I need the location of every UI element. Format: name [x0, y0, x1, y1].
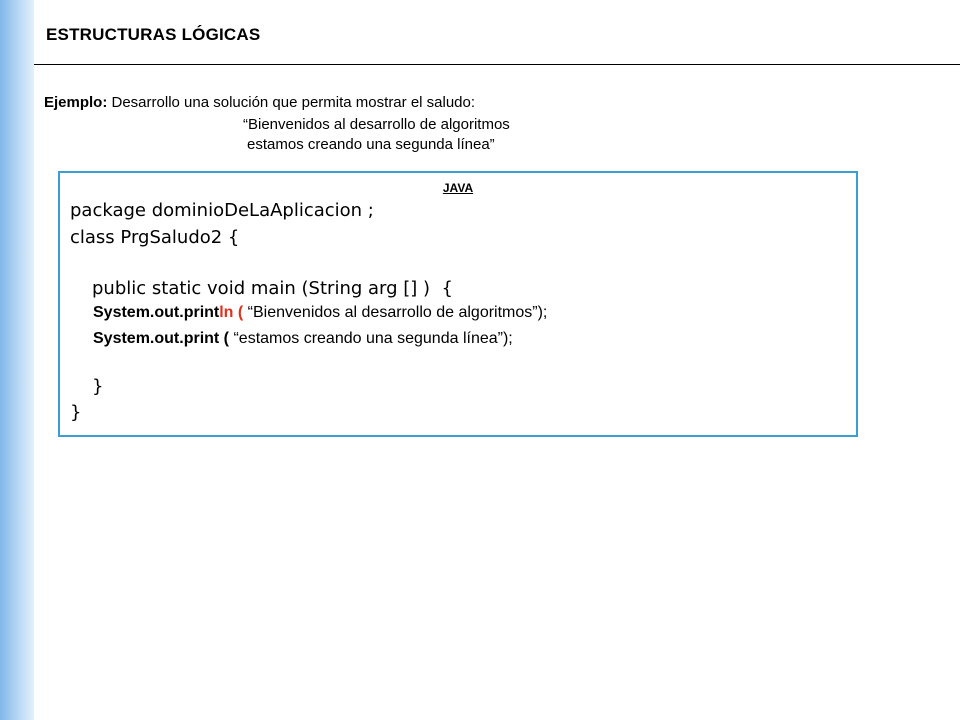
example-intro: [44, 93, 475, 113]
side-decoration-bar: [0, 0, 34, 720]
print-prefix: System.out.print (: [93, 330, 230, 347]
println-highlight: ln (: [219, 304, 244, 321]
page-title: ESTRUCTURAS LÓGICAS: [46, 25, 261, 44]
print-argument: “estamos creando una segunda línea”);: [229, 330, 513, 347]
example-quote-line-1: “Bienvenidos al desarrollo de algoritmos: [243, 116, 510, 133]
println-argument: “Bienvenidos al desarrollo de algoritmos”);: [243, 304, 548, 321]
example-text: Desarrollo una solución que permita mostrar el saludo:: [107, 94, 476, 111]
title-divider: [34, 64, 960, 65]
code-line-class: class PrgSaludo2 {: [70, 227, 240, 248]
println-prefix: System.out.print: [93, 304, 220, 321]
code-line-println: [93, 304, 547, 322]
language-label: JAVA: [442, 181, 474, 195]
code-line-main: public static void main (String arg [] ) {: [92, 278, 453, 299]
code-line-package: package dominioDeLaAplicacion ;: [70, 200, 374, 221]
code-panel: [58, 171, 858, 437]
code-line-close-class: }: [70, 402, 82, 423]
example-label: Ejemplo:: [44, 94, 108, 111]
code-line-print: [93, 330, 513, 348]
example-quote-line-2: estamos creando una segunda línea”: [247, 136, 495, 153]
code-line-close-method: }: [92, 376, 104, 397]
